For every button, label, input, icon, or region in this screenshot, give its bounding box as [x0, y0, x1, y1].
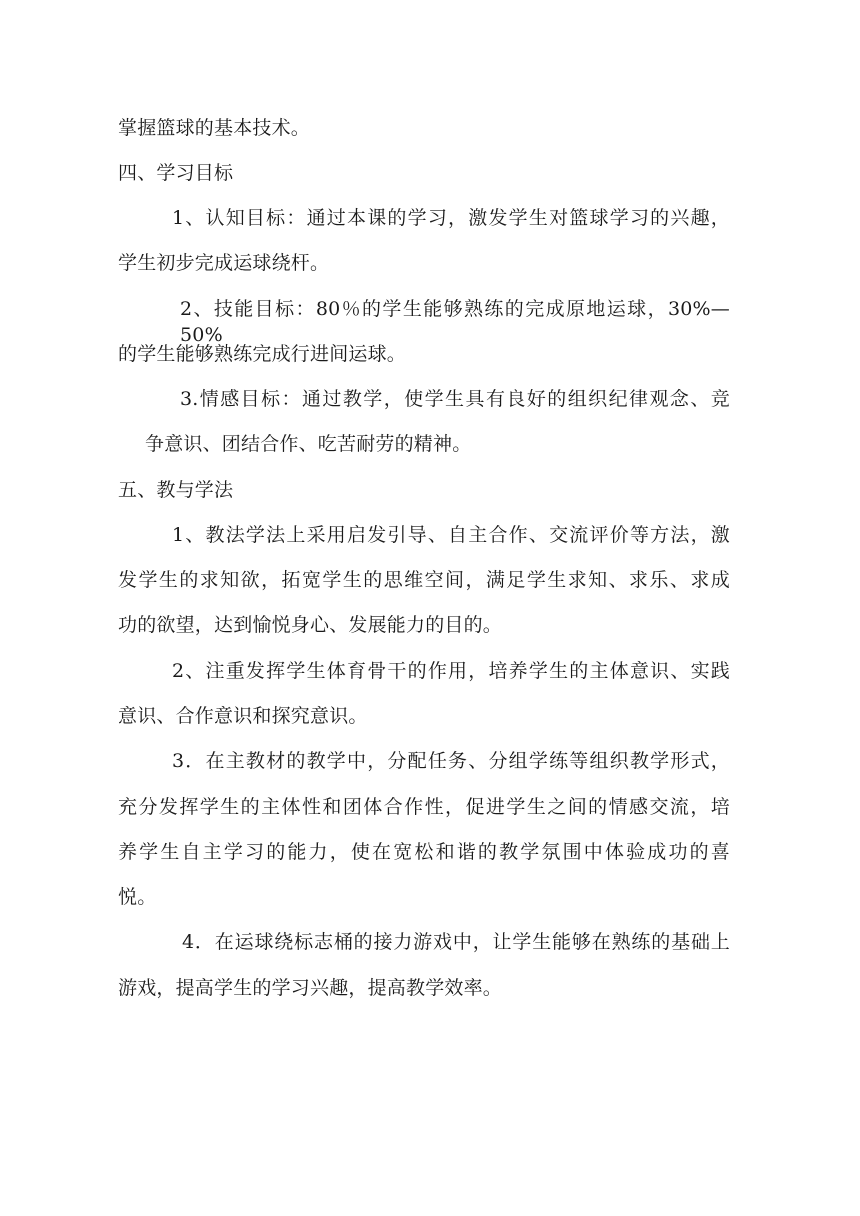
text-line: 争意识、团结合作、吃苦耐劳的精神。 [145, 433, 472, 455]
text-line: 2、注重发挥学生体育骨干的作用，培养学生的主体意识、实践 [172, 660, 730, 682]
text-line: 3.情感目标：通过教学，使学生具有良好的组织纪律观念、竞 [180, 388, 730, 410]
text-line: 的学生能够熟练完成行进间运球。 [118, 343, 407, 365]
text-line: 养学生自主学习的能力，使在宽松和谐的教学氛围中体验成功的喜 [118, 841, 730, 863]
text-line: 充分发挥学生的主体性和团体合作性，促进学生之间的情感交流，培 [118, 796, 730, 818]
text-line: 悦。 [118, 886, 157, 908]
text-line: 意识、合作意识和探究意识。 [118, 705, 368, 727]
section-heading: 四、学习目标 [118, 162, 234, 184]
text-line: 学生初步完成运球绕杆。 [118, 252, 330, 274]
text-line: 2、技能目标：80％的学生能够熟练的完成原地运球，30%—50% [180, 298, 730, 346]
text-line: 游戏，提高学生的学习兴趣，提高教学效率。 [118, 977, 503, 999]
text-line: 1、教法学法上采用启发引导、自主合作、交流评价等方法，激 [172, 524, 730, 546]
text-line: 发学生的求知欲，拓宽学生的思维空间，满足学生求知、求乐、求成 [118, 569, 730, 591]
text-line: 掌握篮球的基本技术。 [118, 117, 311, 139]
text-line: 4．在运球绕标志桶的接力游戏中，让学生能够在熟练的基础上 [182, 931, 730, 953]
text-line: 1、认知目标：通过本课的学习，激发学生对篮球学习的兴趣， [172, 207, 730, 229]
section-heading: 五、教与学法 [118, 479, 234, 501]
text-line: 功的欲望，达到愉悦身心、发展能力的目的。 [118, 614, 503, 636]
text-line: 3．在主教材的教学中，分配任务、分组学练等组织教学形式， [172, 750, 730, 772]
